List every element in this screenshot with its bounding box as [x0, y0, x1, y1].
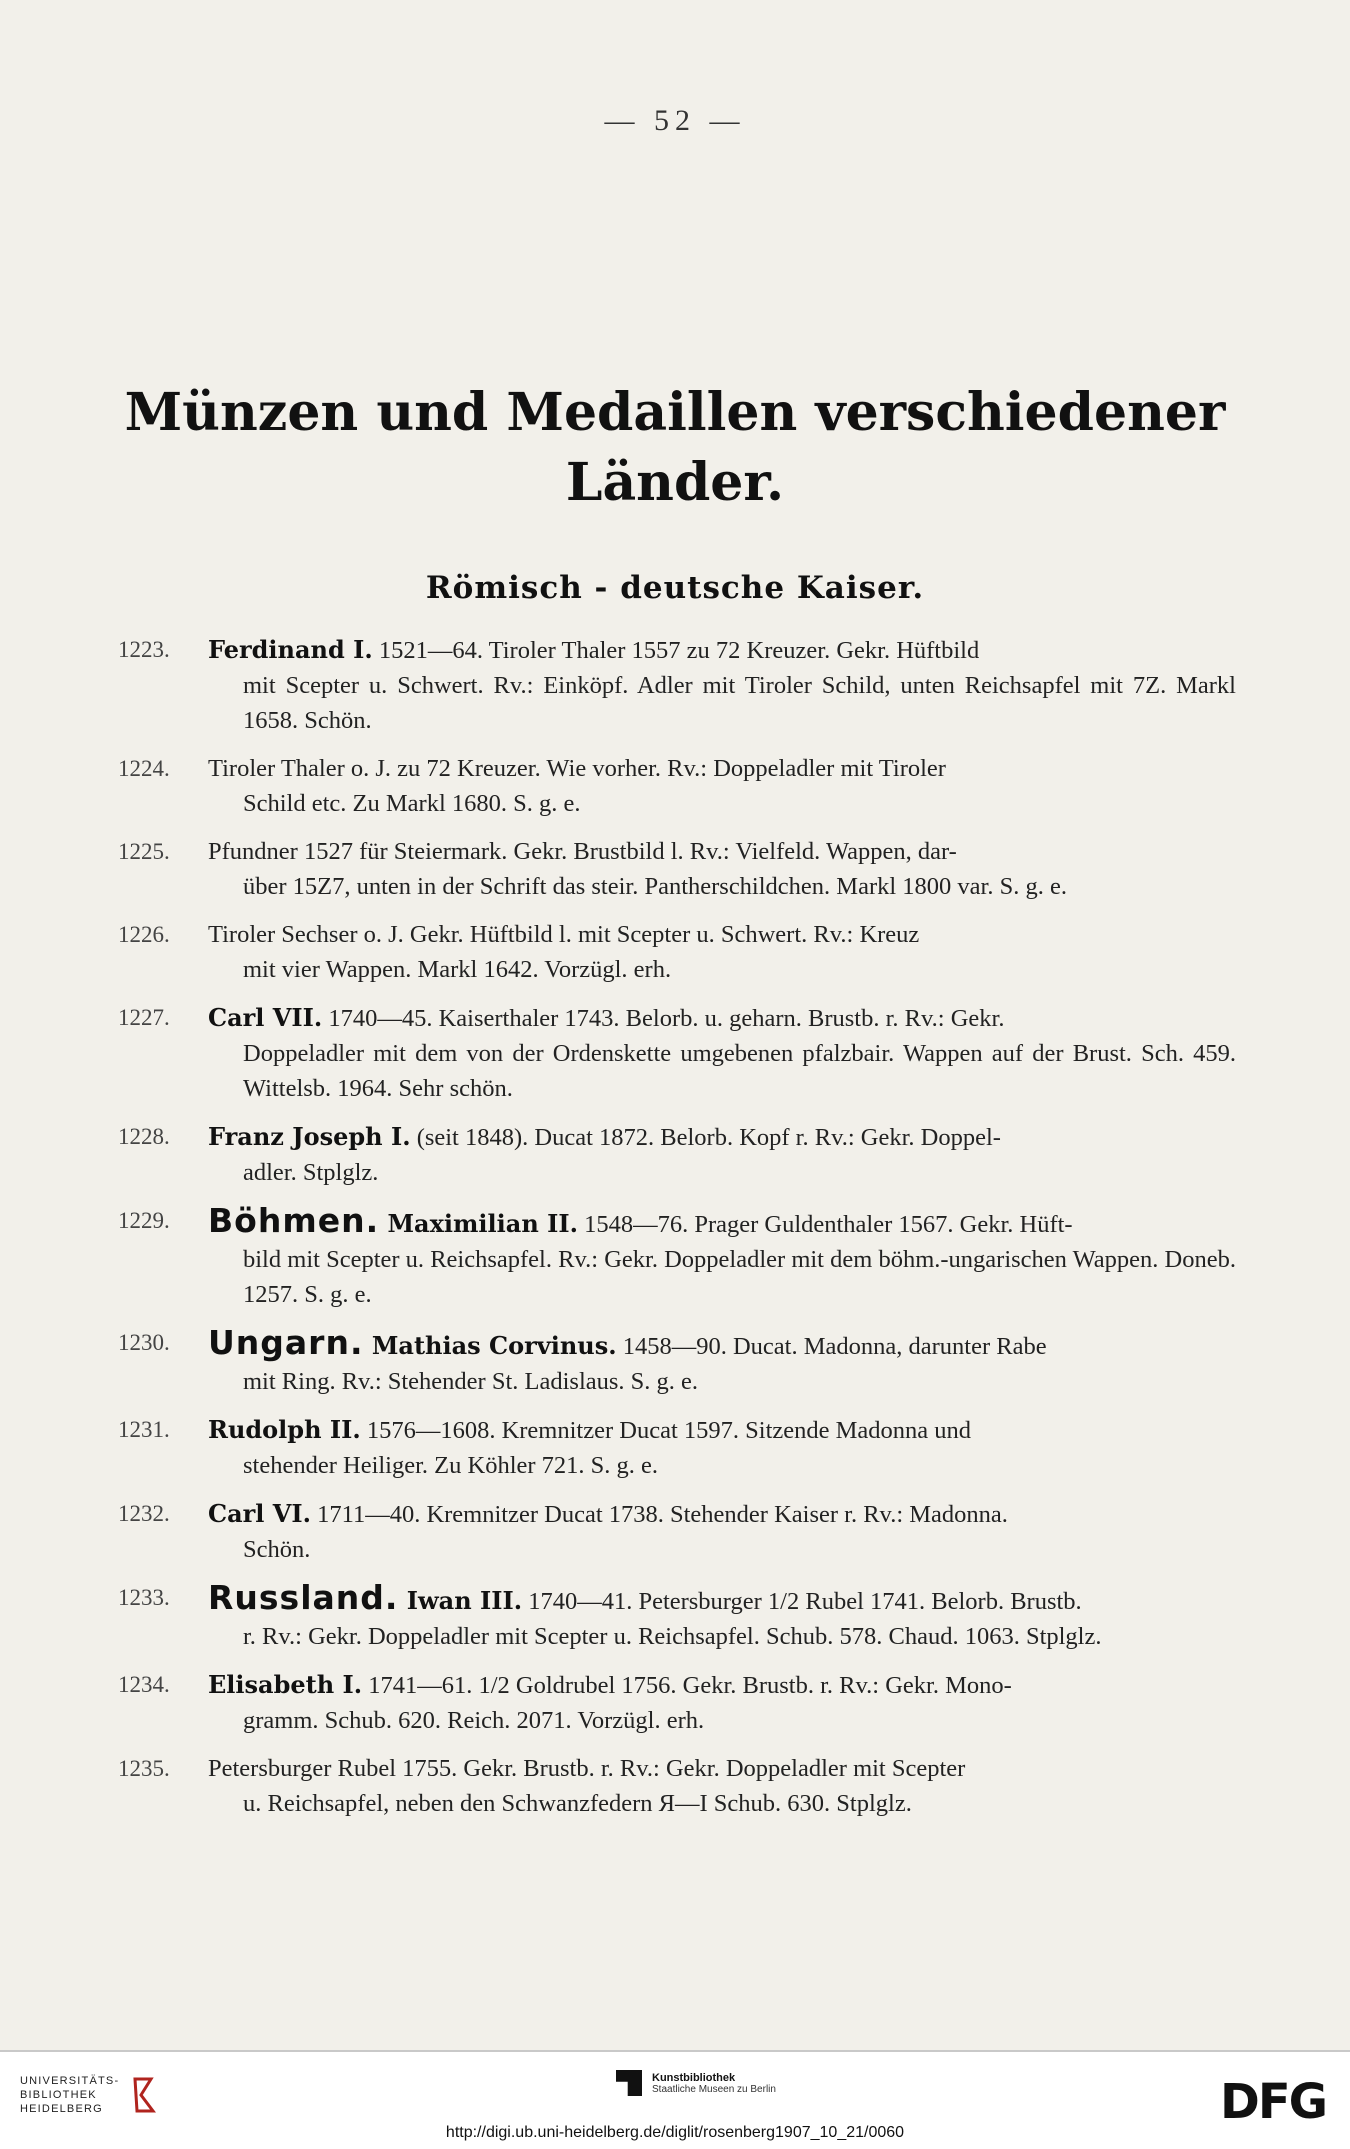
catalog-entry [118, 751, 1236, 821]
catalog-entry [118, 1203, 1236, 1312]
entry-text [208, 1412, 1236, 1483]
entry-number: 1232. [118, 1501, 170, 1526]
entry-number: 1224. [118, 756, 170, 781]
entry-line-rest: Doppeladler mit dem von der Ordenskette umgebenen pfalzbair. Wappen auf der Brust. Sch. 459. Wittelsb. 1964. Sehr schön. [243, 1040, 1236, 1102]
entry-text [208, 917, 1236, 987]
ruler-name: Elisabeth I. [208, 1670, 363, 1699]
ruler-name: Iwan III. [398, 1586, 523, 1615]
entry-number: 1233. [118, 1585, 170, 1610]
catalog-entry [118, 834, 1236, 904]
entry-line-first: 1576—1608. Kremnitzer Ducat 1597. Sitzende Madonna und [360, 1417, 972, 1444]
entry-number: 1235. [118, 1756, 170, 1781]
entry-line-first: Petersburger Rubel 1755. Gekr. Brustb. r. Rv.: Gekr. Doppeladler mit Scepter [208, 1755, 966, 1782]
ruler-name: Mathias Corvinus. [363, 1331, 617, 1360]
catalog-entry [118, 1000, 1236, 1106]
entry-line-rest: r. Rv.: Gekr. Doppeladler mit Scepter u. Reichsapfel. Schub. 578. Chaud. 1063. Stplglz. [243, 1623, 1102, 1650]
entry-line-first: 1711—40. Kremnitzer Ducat 1738. Stehender Kaiser r. Rv.: Madonna. [310, 1501, 1008, 1528]
kunstbibliothek-logo[interactable] [616, 2070, 776, 2096]
entry-text [208, 1119, 1236, 1190]
ruler-name: Rudolph II. [208, 1415, 361, 1444]
kunstbibliothek-subtitle: Staatliche Museen zu Berlin [652, 2083, 776, 2095]
country-heading: Russland. [208, 1578, 399, 1617]
entry-line-first: Pfundner 1527 für Steiermark. Gekr. Brustbild l. Rv.: Vielfeld. Wappen, dar- [208, 838, 957, 865]
entry-line-rest: mit Scepter u. Schwert. Rv.: Einköpf. Adler mit Tiroler Schild, unten Reichsapfel mit 7Z. Markl 1658. Schön. [243, 672, 1236, 734]
entry-text [208, 1000, 1236, 1106]
uni-line-2: BIBLIOTHEK [20, 2089, 97, 2101]
section-title: Römisch - deutsche Kaiser. [425, 570, 925, 606]
uni-line-1: UNIVERSITÄTS- [20, 2075, 120, 2087]
catalog-entries [118, 632, 1236, 1834]
heidelberg-library-text [20, 2074, 119, 2116]
entry-text [208, 1667, 1236, 1738]
catalog-entry [118, 917, 1236, 987]
entry-line-rest: stehender Heiliger. Zu Köhler 721. S. g. e. [243, 1452, 659, 1479]
entry-text [208, 1496, 1236, 1567]
permalink-url[interactable]: http://digi.ub.uni-heidelberg.de/diglit/rosenberg1907_10_21/0060 [445, 2124, 905, 2141]
ruler-name: Franz Joseph I. [208, 1122, 411, 1151]
entry-number: 1229. [118, 1208, 170, 1233]
entry-line-rest: Schild etc. Zu Markl 1680. S. g. e. [243, 790, 581, 817]
entry-number: 1223. [118, 637, 170, 662]
catalog-entry [118, 1496, 1236, 1567]
entry-line-rest: Schön. [243, 1536, 311, 1563]
entry-line-first: (seit 1848). Ducat 1872. Belorb. Kopf r. Rv.: Gekr. Doppel- [410, 1124, 1001, 1151]
entry-text [208, 1580, 1236, 1654]
entry-line-first: 1741—61. 1/2 Goldrubel 1756. Gekr. Brustb. r. Rv.: Gekr. Mono- [362, 1672, 1012, 1699]
catalog-entry [118, 1119, 1236, 1190]
entry-text [208, 1751, 1236, 1821]
country-heading: Böhmen. [208, 1201, 380, 1240]
entry-text [208, 632, 1236, 738]
viewer-footer [0, 2050, 1350, 2149]
entry-line-rest: über 15Z7, unten in der Schrift das steir. Pantherschildchen. Markl 1800 var. S. g. e. [243, 873, 1067, 900]
heidelberg-library-logo[interactable] [20, 2074, 159, 2116]
page-title [60, 378, 1290, 518]
entry-number: 1227. [118, 1005, 170, 1030]
kunstbibliothek-icon [616, 2070, 642, 2096]
page-number: — 52 — [604, 104, 746, 137]
entry-line-rest: adler. Stplglz. [243, 1159, 379, 1186]
catalog-entry [118, 1580, 1236, 1654]
entry-text [208, 751, 1236, 821]
entry-line-rest: u. Reichsapfel, neben den Schwanzfedern Я—I Schub. 630. Stplglz. [243, 1790, 912, 1817]
ruler-name: Carl VI. [208, 1499, 311, 1528]
entry-line-first: 1458—90. Ducat. Madonna, darunter Rabe [616, 1333, 1047, 1360]
catalog-entry [118, 632, 1236, 738]
entry-line-first: Tiroler Thaler o. J. zu 72 Kreuzer. Wie vorher. Rv.: Doppeladler mit Tiroler [208, 755, 946, 782]
catalog-entry [118, 1412, 1236, 1483]
page-title-line-1: Münzen und Medaillen verschiedener [124, 382, 1226, 443]
uni-line-3: HEIDELBERG [20, 2103, 103, 2115]
entry-text [208, 834, 1236, 904]
page-title-line-2: Länder. [565, 452, 785, 513]
entry-text [208, 1203, 1236, 1312]
entry-number: 1234. [118, 1672, 170, 1697]
entry-number: 1226. [118, 922, 170, 947]
dfg-logo[interactable]: DFG [1219, 2074, 1326, 2130]
entry-line-first: 1740—41. Petersburger 1/2 Rubel 1741. Belorb. Brustb. [522, 1588, 1082, 1615]
entry-line-rest: mit vier Wappen. Markl 1642. Vorzügl. erh. [243, 956, 672, 983]
heidelberg-emblem-icon [129, 2075, 159, 2115]
entry-text [208, 1325, 1236, 1399]
entry-number: 1228. [118, 1124, 170, 1149]
entry-line-rest: mit Ring. Rv.: Stehender St. Ladislaus. S. g. e. [243, 1368, 699, 1395]
kunstbibliothek-name: Kunstbibliothek [652, 2071, 736, 2084]
catalog-entry [118, 1751, 1236, 1821]
entry-line-rest: gramm. Schub. 620. Reich. 2071. Vorzügl. erh. [243, 1707, 705, 1734]
entry-line-rest: bild mit Scepter u. Reichsapfel. Rv.: Gekr. Doppeladler mit dem böhm.-ungarischen Wappen. Doneb. 1257. S. g. e. [243, 1246, 1236, 1308]
catalog-entry [118, 1325, 1236, 1399]
entry-line-first: 1548—76. Prager Guldenthaler 1567. Gekr. Hüft- [577, 1211, 1073, 1238]
entry-line-first: Tiroler Sechser o. J. Gekr. Hüftbild l. mit Scepter u. Schwert. Rv.: Kreuz [208, 921, 920, 948]
entry-number: 1231. [118, 1417, 170, 1442]
country-heading: Ungarn. [208, 1323, 364, 1362]
entry-number: 1225. [118, 839, 170, 864]
ruler-name: Maximilian II. [379, 1209, 578, 1238]
entry-line-first: 1740—45. Kaiserthaler 1743. Belorb. u. geharn. Brustb. r. Rv.: Gekr. [322, 1005, 1005, 1032]
ruler-name: Ferdinand I. [208, 635, 373, 664]
entry-line-first: 1521—64. Tiroler Thaler 1557 zu 72 Kreuzer. Gekr. Hüftbild [372, 637, 980, 664]
ruler-name: Carl VII. [208, 1003, 323, 1032]
catalog-entry [118, 1667, 1236, 1738]
entry-number: 1230. [118, 1330, 170, 1355]
